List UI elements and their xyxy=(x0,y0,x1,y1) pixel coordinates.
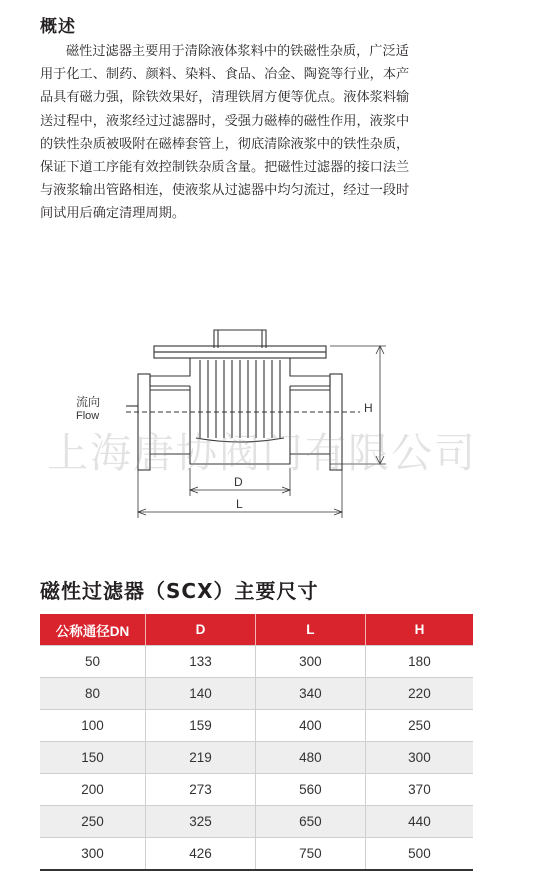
paragraph-line: 保证下道工序能有效控制铁杂质含量。把磁性过滤器的接口法兰 xyxy=(40,160,410,176)
company-watermark: 上海唐协阀门有限公司 xyxy=(47,429,477,477)
table-row xyxy=(40,806,473,838)
cell-dn: 80 xyxy=(40,678,146,710)
cell-d: 325 xyxy=(146,806,256,838)
cell-d: 426 xyxy=(146,838,256,871)
d-dimension-label: D xyxy=(234,475,243,489)
table-row xyxy=(40,838,473,871)
cell-l: 650 xyxy=(255,806,365,838)
cell-dn: 100 xyxy=(40,710,146,742)
header-d: D xyxy=(146,614,256,646)
cell-h: 220 xyxy=(365,678,473,710)
paragraph-line: 送过程中，液浆经过过滤器时，受强力磁棒的磁性作用，液浆中 xyxy=(40,113,410,129)
cell-l: 560 xyxy=(255,774,365,806)
cell-dn: 250 xyxy=(40,806,146,838)
paragraph-line: 间试用后确定清理周期。 xyxy=(40,206,186,222)
table-row xyxy=(40,646,473,678)
flow-label-en: Flow xyxy=(76,410,100,422)
l-dimension-label: L xyxy=(236,497,243,511)
cell-d: 273 xyxy=(146,774,256,806)
cell-l: 300 xyxy=(255,646,365,678)
table-row xyxy=(40,678,473,710)
h-dimension-label: H xyxy=(364,401,373,415)
dimensions-table xyxy=(40,614,473,871)
table-header-row xyxy=(40,614,473,646)
cell-h: 370 xyxy=(365,774,473,806)
cell-h: 300 xyxy=(365,742,473,774)
cell-h: 440 xyxy=(365,806,473,838)
table-row xyxy=(40,742,473,774)
paragraph-line: 的铁性杂质被吸附在磁棒套管上，彻底清除液浆中的铁性杂质， xyxy=(40,136,410,152)
header-h: H xyxy=(365,614,473,646)
table-row xyxy=(40,774,473,806)
cell-d: 159 xyxy=(146,710,256,742)
cell-h: 250 xyxy=(365,710,473,742)
cell-d: 133 xyxy=(146,646,256,678)
paragraph-line: 磁性过滤器主要用于清除液体浆料中的铁磁性杂质，广泛适 xyxy=(66,44,409,59)
cell-h: 500 xyxy=(365,838,473,871)
cell-l: 480 xyxy=(255,742,365,774)
description-paragraph xyxy=(40,40,480,226)
cell-l: 340 xyxy=(255,678,365,710)
paragraph-line: 与液浆输出管路相连，使液浆从过滤器中均匀流过，经过一段时 xyxy=(40,183,410,199)
section-heading: 概述 xyxy=(40,17,76,37)
flow-label-cn: 流向 xyxy=(76,395,101,409)
table-title: 磁性过滤器（SCX）主要尺寸 xyxy=(40,579,319,603)
paragraph-line: 品具有磁力强，除铁效果好，清理铁屑方便等优点。液体浆料输 xyxy=(40,90,410,106)
cell-l: 400 xyxy=(255,710,365,742)
cell-dn: 200 xyxy=(40,774,146,806)
cell-l: 750 xyxy=(255,838,365,871)
cell-d: 219 xyxy=(146,742,256,774)
cell-h: 180 xyxy=(365,646,473,678)
header-l: L xyxy=(255,614,365,646)
cell-d: 140 xyxy=(146,678,256,710)
cell-dn: 50 xyxy=(40,646,146,678)
header-dn: 公称通径DN xyxy=(40,614,146,646)
table-row xyxy=(40,710,473,742)
cell-dn: 150 xyxy=(40,742,146,774)
paragraph-line: 用于化工、制药、颜料、染料、食品、冶金、陶瓷等行业，本产 xyxy=(40,67,410,83)
cell-dn: 300 xyxy=(40,838,146,871)
